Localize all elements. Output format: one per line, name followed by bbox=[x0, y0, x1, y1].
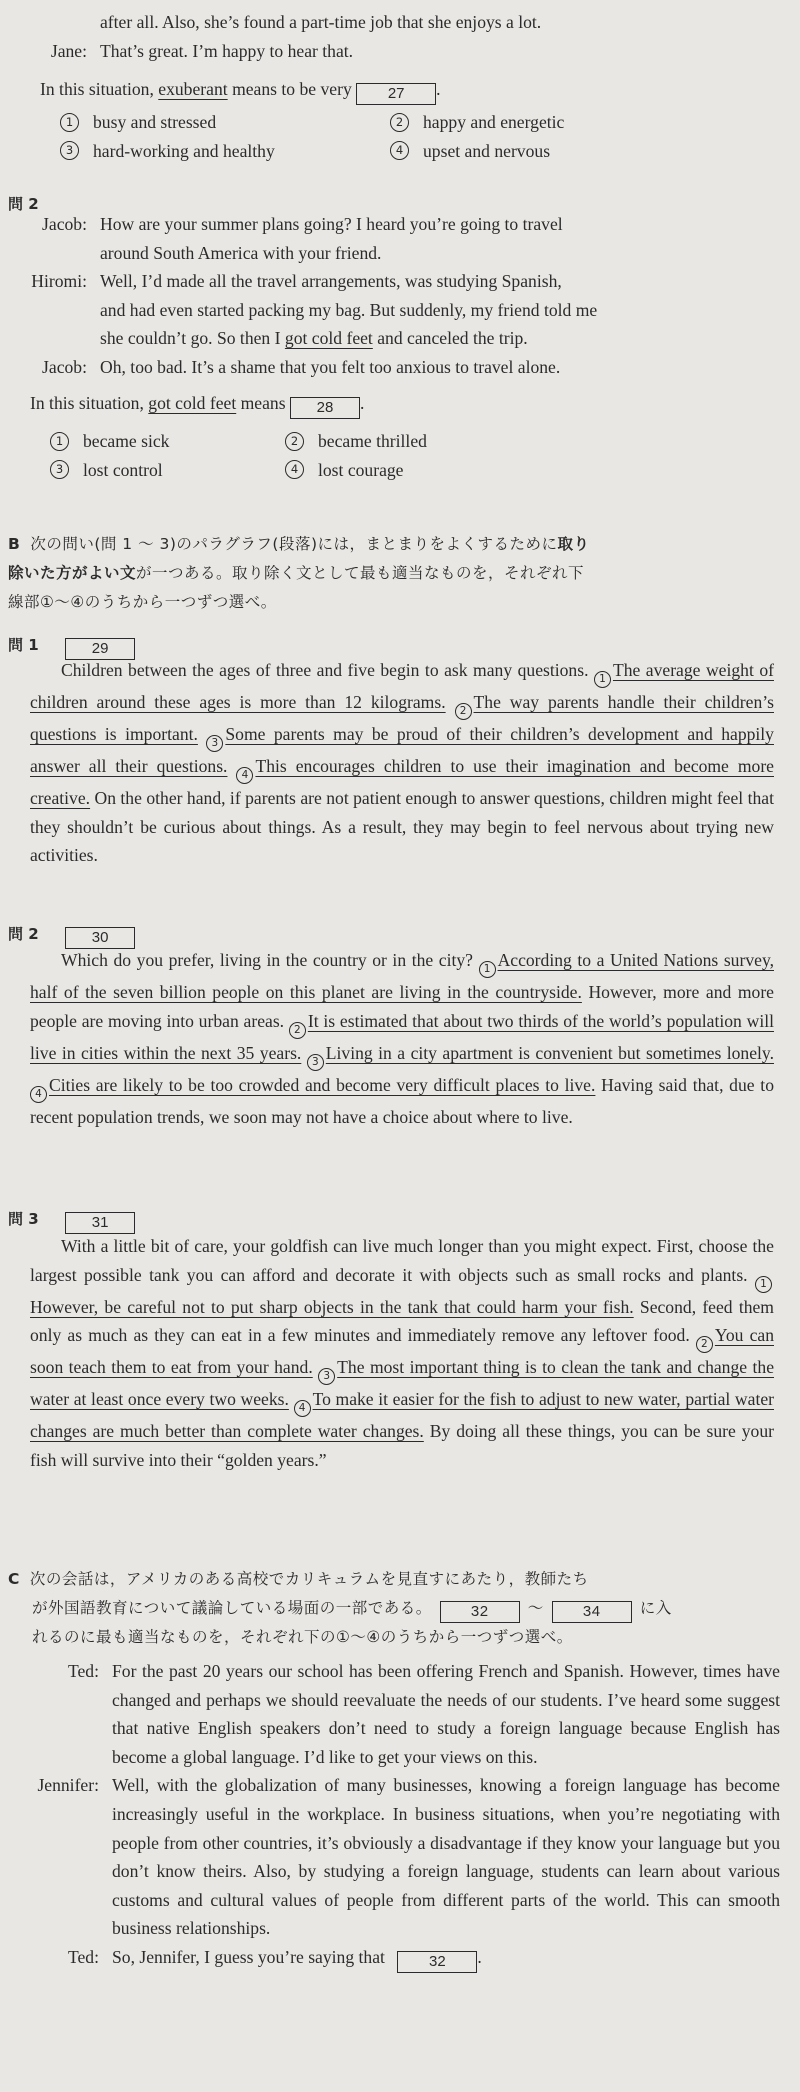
b2-paragraph: Which do you prefer, living in the country or in the city? 1 According to a United Nations survey, half of the seven billion people on this planet are living in the countryside. However, more and more people are moving into urban areas. 2 It is estimated that about two thirds of the world’s population will live in cities within the next 35 years. 3 Living in a city apartment is convenient but sometimes lonely. 4 Cities are likely to be too crowded and become very difficult places to live. Having said that, due to recent population trends, we soon may not have a choice about where to live. bbox=[30, 950, 774, 1127]
option-4[interactable]: 4 lost courage bbox=[285, 456, 585, 485]
speaker-hiromi: Hiromi: bbox=[31, 271, 87, 292]
marker-1[interactable]: 1 bbox=[479, 961, 496, 978]
marker-2[interactable]: 2 bbox=[696, 1336, 713, 1353]
marker-2[interactable]: 2 bbox=[289, 1022, 306, 1039]
question-label: 問 3 bbox=[8, 1210, 39, 1228]
marker-3[interactable]: 3 bbox=[206, 735, 223, 752]
b2-header bbox=[8, 919, 800, 949]
answer-box-32[interactable]: 32 bbox=[440, 1601, 520, 1623]
section-letter-c: C bbox=[8, 1570, 20, 1588]
answer-box-32-inline[interactable]: 32 bbox=[397, 1951, 477, 1973]
b3-header bbox=[8, 1204, 800, 1234]
dialogue-line: after all. Also, she’s found a part-time job that she enjoys a lot. bbox=[100, 12, 542, 32]
q2-stem: In this situation, got cold feet means 28 . bbox=[30, 389, 770, 419]
sentence-3: The most important thing is to clean the tank and change the water at least once every two weeks. bbox=[30, 1357, 775, 1410]
q1-stem: In this situation, exuberant means to be very 27 . bbox=[40, 75, 780, 105]
sentence-2: The way parents handle their children’s questions is important. bbox=[30, 692, 774, 744]
speaker-ted: Ted: bbox=[67, 1661, 99, 1681]
sentence-4: Cities are likely to be too crowded and become very difficult places to live. bbox=[49, 1074, 596, 1095]
answer-box-31[interactable]: 31 bbox=[65, 1212, 135, 1234]
answer-box-28[interactable]: 28 bbox=[290, 397, 360, 419]
marker-4[interactable]: 4 bbox=[30, 1086, 47, 1103]
option-2[interactable]: 2 happy and energetic bbox=[390, 108, 690, 137]
speaker-jacob: Jacob: bbox=[42, 214, 87, 234]
sentence-2: You can soon teach them to eat from your hand. bbox=[30, 1325, 774, 1378]
option-1[interactable]: 1 became sick bbox=[50, 427, 285, 456]
sentence-4: To make it easier for the fish to adjust to new water, partial water changes are much better than complete water changes. bbox=[30, 1389, 775, 1442]
marker-1[interactable]: 1 bbox=[755, 1276, 772, 1293]
target-word: exuberant bbox=[158, 79, 228, 99]
q2-dialogue: Jacob: How are your summer plans going? I heard you’re going to travel around South America with your friend. Hiromi: Well, I’d made all the travel arrangements, was studying Spanish, and had even started packing my bag. But suddenly, my friend told me she couldn’t go. So then I got cold feet and canceled the trip. Jacob: Oh, too bad. It’s a shame that you felt too anxious to travel alone. bbox=[0, 210, 780, 382]
marker-2[interactable]: 2 bbox=[455, 703, 472, 720]
target-phrase: got cold feet bbox=[284, 328, 373, 349]
marker-3[interactable]: 3 bbox=[307, 1054, 324, 1071]
section-letter-b: B bbox=[8, 535, 21, 553]
marker-3[interactable]: 3 bbox=[318, 1368, 335, 1385]
sentence-1: According to a United Nations survey, half of the seven billion people on this planet are living in the countryside. bbox=[30, 950, 774, 1002]
answer-box-30[interactable]: 30 bbox=[65, 927, 135, 949]
marker-4[interactable]: 4 bbox=[236, 767, 253, 784]
q2-options bbox=[50, 427, 750, 484]
question-label: 問 2 bbox=[8, 925, 39, 943]
option-4[interactable]: 4 upset and nervous bbox=[390, 137, 690, 166]
sentence-4: This encourages children to use their imagination and become more creative. bbox=[30, 756, 774, 808]
question-label: 問 1 bbox=[8, 636, 39, 654]
question-label-2: 問 2 bbox=[8, 195, 39, 213]
sentence-3: Some parents may be proud of their children’s development and happily answer all their questions. bbox=[30, 724, 774, 776]
speaker-ted: Ted: bbox=[67, 1946, 99, 1967]
section-c-instructions: C 次の会話は，アメリカのある高校でカリキュラムを見直すにあたり，教師たち が外国語教育について議論している場面の一部である。 32 ～ 34 に入 れるのに最も適当なものを，それぞれ下の①～④のうちから一つずつ選べ。 bbox=[8, 1570, 672, 1646]
speaker-jennifer: Jennifer: bbox=[37, 1775, 99, 1796]
sentence-1: The average weight of children around these ages is more than 12 kilograms. bbox=[30, 660, 774, 712]
speaker-jacob: Jacob: bbox=[42, 356, 87, 377]
answer-box-34[interactable]: 34 bbox=[552, 1601, 632, 1623]
section-b-instructions: B 次の問い(問 1 ～ 3)のパラグラフ(段落)には，まとまりをよくするために取り 除いた方がよい文が一つある。取り除く文として最も適当なものを，それぞれ下 線部①～④のうちから一つずつ選べ。 bbox=[8, 535, 590, 611]
marker-4[interactable]: 4 bbox=[294, 1400, 311, 1417]
option-3[interactable]: 3 hard-working and healthy bbox=[60, 137, 390, 166]
b1-paragraph: Children between the ages of three and five begin to ask many questions. 1 The average weight of children around these ages is more than 12 kilograms. 2 The way parents handle their children’s questions is important. 3 Some parents may be proud of their children’s development and happily answer all their questions. 4 This encourages children to use their imagination and become more creative. On the other hand, if parents are not patient enough to answer questions, children might feel that they shouldn’t be curious about things. As a result, they may begin to feel nervous about trying new activities. bbox=[30, 660, 774, 866]
sentence-2: It is estimated that about two thirds of the world’s population will live in cities within the next 35 years. bbox=[30, 1010, 774, 1063]
q1-dialogue-end bbox=[0, 8, 800, 65]
q1-options bbox=[60, 108, 760, 165]
dialogue-line: That’s great. I’m happy to hear that. bbox=[100, 40, 354, 61]
option-2[interactable]: 2 became thrilled bbox=[285, 427, 585, 456]
speaker-jane: Jane: bbox=[50, 40, 87, 61]
answer-box-27[interactable]: 27 bbox=[356, 83, 436, 105]
sentence-1: However, be careful not to put sharp objects in the tank that could harm your fish. bbox=[30, 1296, 634, 1317]
option-3[interactable]: 3 lost control bbox=[50, 456, 285, 485]
option-1[interactable]: 1 busy and stressed bbox=[60, 108, 390, 137]
section-c-dialogue: Ted: For the past 20 years our school has been offering French and Spanish. However, times have changed and perhaps we should reevaluate the needs of our students. I’ve heard some suggest that native English speakers don’t need to study a foreign language because English has become a global language. I’d like to get your views on this. Jennifer: Well, with the globalization of many businesses, knowing a foreign language has become increasingly useful in the workplace. In business situations, when you’re negotiating with people from other countries, it’s obviously a disadvantage if they know your language but you don’t know theirs. Also, by studying a foreign language, students can learn about various customs and cultural values of people from different parts of the world. This can smooth business relationships. Ted: So, Jennifer, I guess you’re saying that 32 . bbox=[0, 1657, 780, 1973]
sentence-3: Living in a city apartment is convenient but sometimes lonely. bbox=[325, 1042, 774, 1063]
b3-paragraph: With a little bit of care, your goldfish can live much longer than you might expect. First, choose the largest possible tank you can afford and decorate it with objects such as small rocks and plants. 1However, be careful not to put sharp objects in the tank that could harm your fish. Second, feed them only as much as they can eat in a few minutes and immediately remove any leftover food. 2 You can soon teach them to eat from your hand. 3 The most important thing is to clean the tank and change the water at least once every two weeks. 4 To make it easier for the fish to adjust to new water, partial water changes are much better than complete water changes. By doing all these things, you can be sure your fish will survive into their “golden years.” bbox=[30, 1236, 775, 1470]
marker-1[interactable]: 1 bbox=[594, 671, 611, 688]
answer-box-29[interactable]: 29 bbox=[65, 638, 135, 660]
